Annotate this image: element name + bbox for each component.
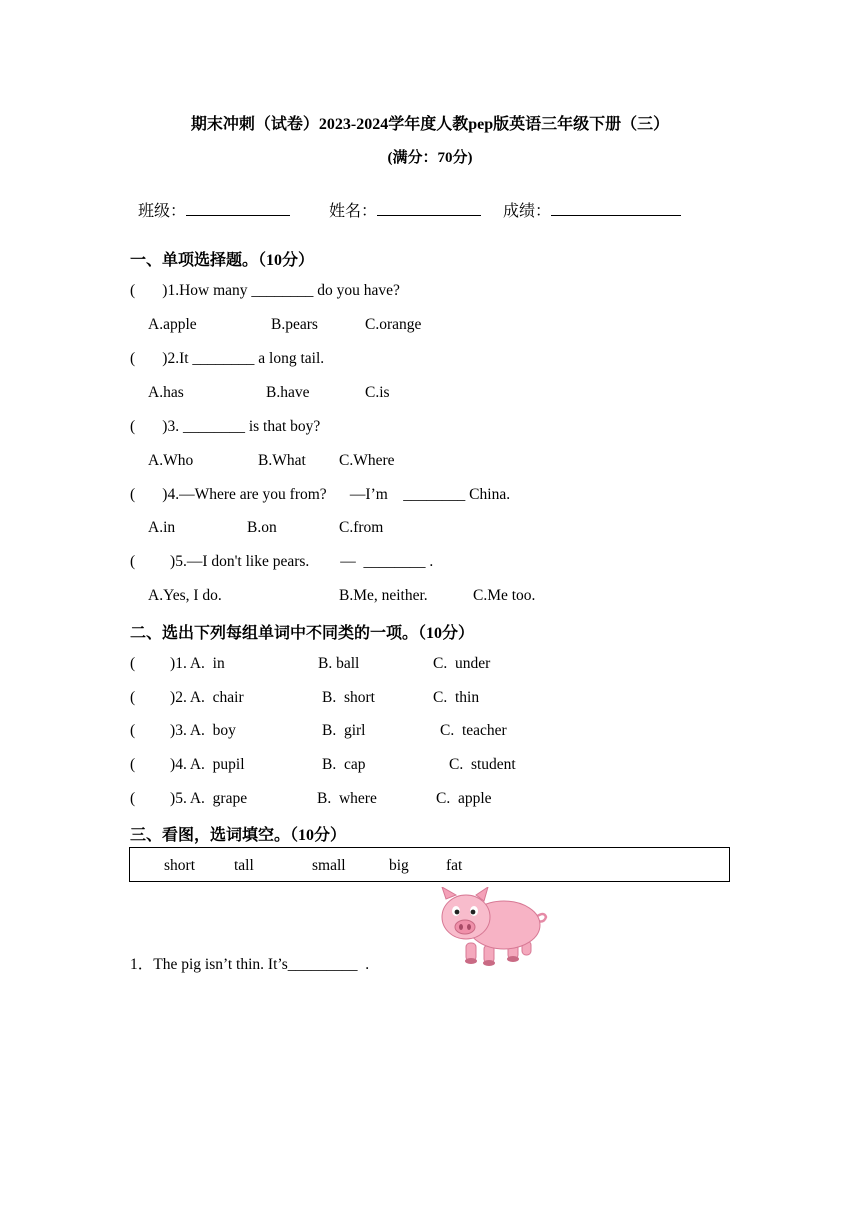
full-score: (满分：70分) (387, 150, 473, 166)
name-field (321, 180, 481, 221)
s2-q5-stem: ( )5. A. grape (130, 790, 248, 807)
s1-q4-option-c: C.from (339, 519, 384, 536)
s1-q1-option-c: C.orange (365, 316, 422, 333)
s2-q2-option-c: C. thin (433, 689, 480, 706)
name-label: 姓名： (329, 203, 378, 220)
s2-q1-option-c: C. under (433, 655, 491, 672)
s2-q3-option-c: C. teacher (440, 722, 507, 739)
s1-q3-option-b: B.What (258, 452, 306, 469)
s2-q5-option-c: C. apple (436, 790, 492, 807)
s1-q5-option-a: A.Yes, I do. (148, 587, 222, 604)
class-blank (186, 201, 290, 216)
s1-q2-option-c: C.is (365, 384, 390, 401)
s2-q4-stem: ( )4. A. pupil (130, 756, 245, 773)
s1-q2-option-b: B.have (266, 384, 310, 401)
word-bank-item: short (164, 857, 195, 874)
word-bank-box (129, 847, 730, 882)
section2-heading: 二、选出下列每组单词中不同类的一项。（10分） (130, 625, 475, 642)
class-label: 班级： (138, 203, 187, 220)
s1-q1-option-b: B.pears (271, 316, 318, 333)
s1-q3-option-a: A.Who (148, 452, 194, 469)
s3-q1-text: 1．The pig isn’t thin. It’s_________ . (130, 956, 370, 973)
s2-q1-stem: ( )1. A. in (130, 655, 225, 672)
s2-q2-stem: ( )2. A. chair (130, 689, 244, 706)
s1-q4-option-a: A.in (148, 519, 176, 536)
class-field (130, 180, 290, 221)
page-title: 期末冲刺（试卷）2023-2024学年度人教pep版英语三年级下册（三） (190, 116, 670, 133)
s1-q1-stem: ( )1.How many ________ do you have? (130, 282, 400, 299)
s2-q4-option-c: C. student (449, 756, 516, 773)
s1-q1-option-a: A.apple (148, 316, 197, 333)
score-field (495, 180, 681, 221)
pig-icon (436, 887, 550, 967)
s1-q3-stem: ( )3. ________ is that boy? (130, 418, 321, 435)
section1-heading: 一、单项选择题。（10分） (130, 252, 315, 269)
s1-q4-stem: ( )4.—Where are you from? —I’m ________ China. (130, 486, 511, 503)
name-blank (377, 201, 481, 216)
s2-q1-option-b: B. ball (318, 655, 360, 672)
word-bank-item: big (389, 857, 409, 874)
s2-q3-option-b: B. girl (322, 722, 366, 739)
s2-q3-stem: ( )3. A. boy (130, 722, 236, 739)
s2-q4-option-b: B. cap (322, 756, 366, 773)
s1-q5-option-c: C.Me too. (473, 587, 536, 604)
s1-q5-option-b: B.Me, neither. (339, 587, 428, 604)
s1-q2-option-a: A.has (148, 384, 184, 401)
word-bank-item: small (312, 857, 346, 874)
word-bank-item: fat (446, 857, 463, 874)
s1-q5-stem: ( )5.—I don't like pears. — ________ . (130, 553, 434, 570)
word-bank-item: tall (234, 857, 254, 874)
section3-heading: 三、看图，选词填空。（10分） (130, 827, 347, 844)
s2-q5-option-b: B. where (317, 790, 377, 807)
s1-q3-option-c: C.Where (339, 452, 395, 469)
score-blank (551, 201, 681, 216)
s1-q2-stem: ( )2.It ________ a long tail. (130, 350, 325, 367)
score-label: 成绩： (503, 203, 552, 220)
s1-q4-option-b: B.on (247, 519, 277, 536)
s2-q2-option-b: B. short (322, 689, 375, 706)
